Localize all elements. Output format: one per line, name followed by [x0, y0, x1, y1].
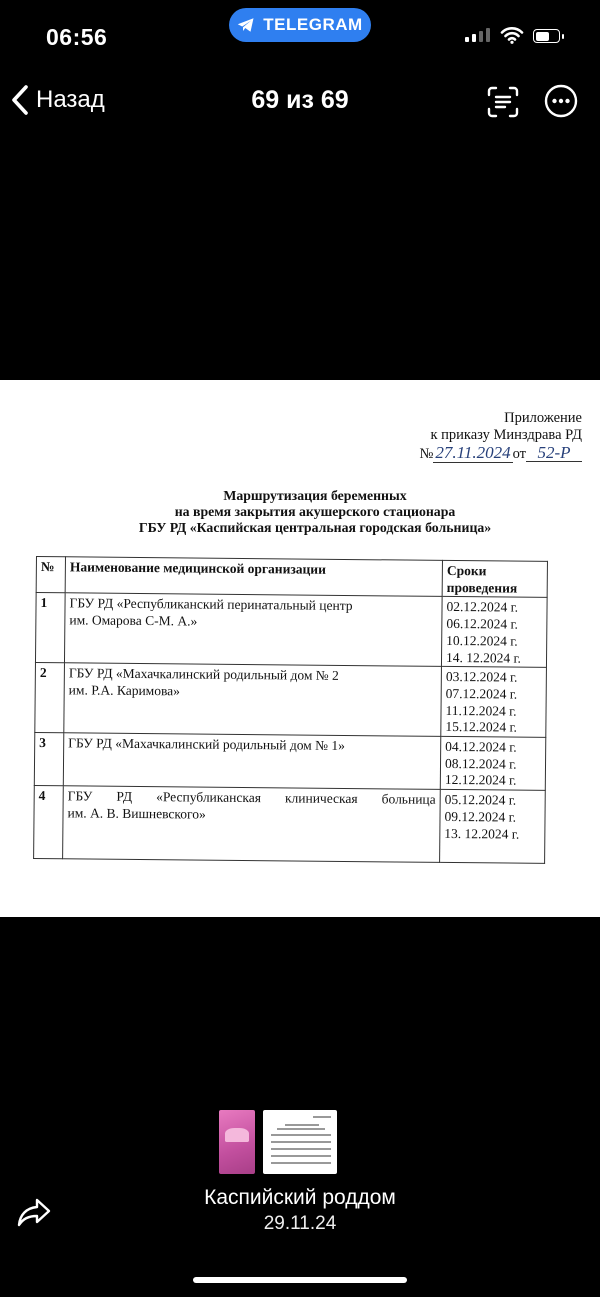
org-cell: ГБУ РД «Республиканский перинатальный центр им. Омарова С-М. А.» [64, 593, 442, 666]
document-image[interactable] [0, 380, 600, 917]
return-app-label: TELEGRAM [263, 15, 363, 34]
thumbnail-strip [219, 1110, 337, 1174]
dates-cell: 02.12.2024 г. 06.12.2024 г. 10.12.2024 г. 14. 12.2024 г. [441, 597, 547, 668]
org-cell: ГБУ РД «Республиканская клиническая больница им. А. В. Вишневского» [63, 786, 441, 863]
order-number-line: № 27.11.2024 от 52-Р [420, 444, 583, 464]
thumbnail-document-selected[interactable] [263, 1110, 337, 1174]
table-row: 3 ГБУ РД «Махачкалинский родильный дом № 1» 04.12.2024 г. 08.12.2024 г. 12.12.2024 г. [34, 733, 545, 791]
handwritten-date: 27.11.2024 [435, 443, 511, 462]
table-row: 4 ГБУ РД «Республиканская клиническая больница им. А. В. Вишневского» 05.12.2024 г. 09.12.2024 г. 13. 12.2024 г. [34, 786, 546, 864]
share-arrow-icon[interactable] [16, 1196, 52, 1228]
appendix-line1: Приложение [504, 410, 582, 426]
media-date: 29.11.24 [263, 1213, 337, 1234]
more-circle-icon[interactable] [544, 84, 578, 118]
appendix-line2: к приказу Минздрава РД [430, 427, 582, 443]
dates-cell: 03.12.2024 г. 07.12.2024 г. 11.12.2024 г. 15.12.2024 г. [441, 667, 547, 738]
table-row: 2 ГБУ РД «Махачкалинский родильный дом № 2 им. Р.А. Каримова» 03.12.2024 г. 07.12.2024 г. 11.12.2024 г. 15.12.2024 г. [35, 663, 547, 738]
back-label: Назад [36, 86, 105, 113]
table-row: 1 ГБУ РД «Республиканский перинатальный центр им. Омарова С-М. А.» 02.12.2024 г. 06.12.2024 г. 10.12.2024 г. 14. 12.2024 г. [35, 593, 547, 668]
telegram-plane-icon [237, 17, 255, 33]
routing-table [33, 556, 548, 864]
home-indicator [193, 1277, 407, 1283]
header-org: Наименование медицинской организации [65, 557, 442, 597]
table-header-row [36, 557, 547, 598]
header-num: № [36, 557, 65, 594]
cellular-signal-icon [465, 28, 490, 42]
battery-icon [533, 29, 560, 43]
status-time: 06:56 [46, 24, 108, 50]
document-title: Маршрутизация беременных на время закрытия акушерского стационара ГБУ РД «Каспийская центральная городская больница» [138, 488, 492, 535]
dates-cell: 04.12.2024 г. 08.12.2024 г. 12.12.2024 г. [440, 736, 546, 790]
text-scan-icon[interactable] [486, 85, 520, 119]
dates-cell: 05.12.2024 г. 09.12.2024 г. 13. 12.2024 г. [440, 790, 546, 864]
appendix-block [420, 410, 583, 464]
return-to-telegram-pill[interactable] [229, 8, 371, 42]
header-dates: Сроки проведения [442, 560, 547, 597]
thumbnail-pink-image[interactable] [219, 1110, 255, 1174]
chat-name: Каспийский роддом [204, 1186, 396, 1209]
wifi-icon [500, 26, 524, 44]
org-cell: ГБУ РД «Махачкалинский родильный дом № 1» [63, 733, 440, 790]
handwritten-number: 52-Р [526, 444, 582, 462]
org-cell: ГБУ РД «Махачкалинский родильный дом № 2 им. Р.А. Каримова» [64, 663, 442, 736]
page-counter-title: 69 из 69 [251, 86, 349, 114]
